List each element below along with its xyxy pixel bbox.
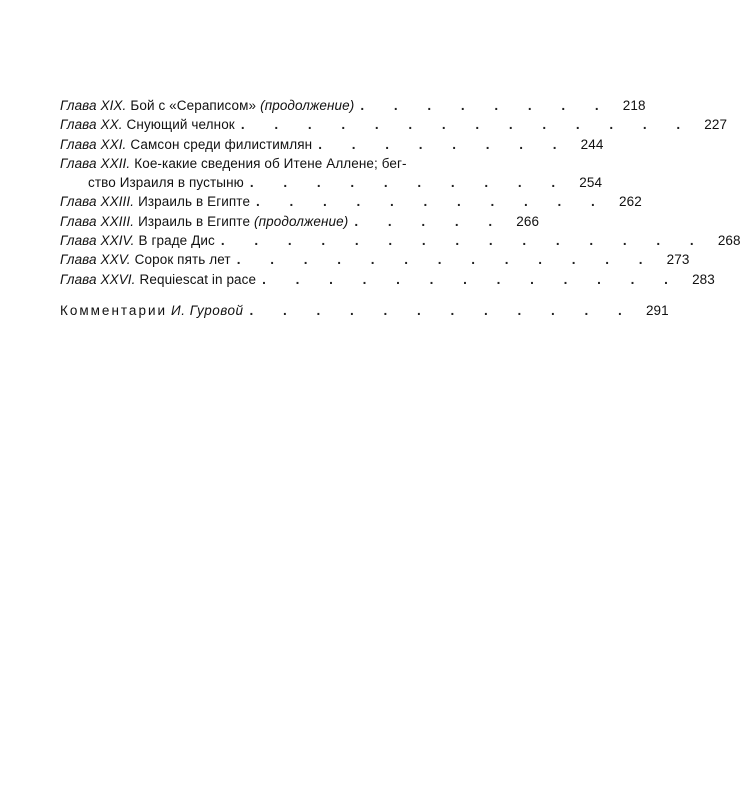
page-number: 218	[622, 98, 646, 113]
chapter-number: Глава XXVI.	[60, 271, 136, 287]
leader-dots: . . . . . . . .	[360, 98, 612, 113]
chapter-number: Глава XIX.	[60, 98, 127, 113]
leader-dots: . . . . . . . . . . . . . . .	[220, 233, 707, 249]
chapter-title: В граде Дис	[138, 233, 215, 249]
chapter-number: Глава XXIII.	[60, 213, 135, 229]
page-number: 266	[516, 213, 540, 229]
chapter-title: Requiescat in pace	[139, 271, 257, 287]
chapter-title-note: (продолжение)	[254, 213, 349, 229]
leader-dots: . . . . . . . . . . . .	[249, 302, 635, 318]
chapter-title: Самсон среди филистимлян	[130, 136, 313, 152]
page-number: 244	[580, 136, 604, 152]
section-gap	[60, 291, 466, 303]
chapter-number: Глава XXIV.	[60, 233, 135, 249]
page-number: 227	[704, 117, 728, 133]
leader-dots: . . . . . . . . . . . . .	[262, 271, 681, 287]
toc-entry-24[interactable]	[60, 233, 741, 252]
chapter-number: Глава XXIII.	[60, 194, 135, 210]
chapter-title: Сорок пять лет	[134, 252, 231, 268]
page-number: 291	[645, 302, 669, 318]
chapter-title: Снующий челнок	[126, 117, 235, 133]
toc-entry-22[interactable]	[60, 156, 466, 175]
toc-entry-20[interactable]	[60, 117, 728, 136]
leader-dots: . . . . . . . .	[318, 136, 570, 152]
page-number: 254	[579, 175, 603, 191]
chapter-number: Глава XXII.	[60, 155, 131, 171]
chapter-title: Бой с «Сераписом»	[130, 98, 257, 113]
chapter-number: Глава XX.	[60, 117, 123, 133]
page-number: 268	[717, 233, 741, 249]
page-number: 262	[618, 194, 642, 210]
page-number: 283	[692, 271, 715, 287]
toc-entry-25[interactable]	[60, 252, 690, 271]
page-number: 273	[666, 252, 690, 268]
leader-dots: . . . . . . . . . .	[249, 175, 569, 191]
chapter-title: Кое-какие сведения об Итене Аллене; бег-	[134, 155, 407, 171]
chapter-title: Израиль в Египте	[138, 194, 251, 210]
chapter-title: Израиль в Египте	[138, 213, 251, 229]
leader-dots: . . . . . . . . . . . . .	[236, 252, 656, 268]
table-of-contents	[60, 98, 741, 322]
toc-entry-commentary[interactable]	[60, 302, 669, 322]
chapter-title-note: (продолжение)	[260, 98, 355, 113]
leader-dots: . . . . .	[354, 213, 506, 229]
toc-entry-21[interactable]	[60, 136, 604, 156]
chapter-number: Глава XXV.	[60, 252, 131, 268]
toc-entry-22-continued[interactable]	[60, 175, 603, 194]
leader-dots: . . . . . . . . . . . . . .	[240, 117, 694, 133]
toc-entry-26[interactable]	[60, 271, 715, 291]
chapter-title-continued: ство Израиля в пустыню	[88, 175, 244, 191]
leader-dots: . . . . . . . . . . .	[256, 194, 608, 210]
toc-entry-23[interactable]	[60, 194, 642, 213]
chapter-number: Глава XXI.	[60, 136, 127, 152]
toc-entry-19[interactable]	[60, 98, 646, 117]
commentary-label: Комментарии	[60, 302, 168, 318]
commentary-author: И. Гуровой	[171, 302, 244, 318]
toc-entry-23-continued[interactable]	[60, 213, 540, 233]
